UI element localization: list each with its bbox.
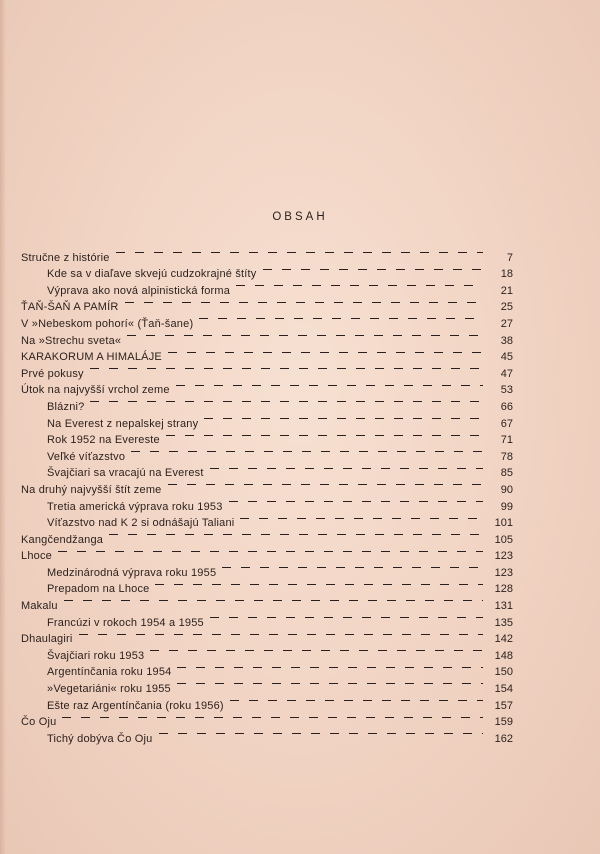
toc-entry-title: Argentínčania roku 1954 [47, 666, 172, 679]
dash-leader [155, 576, 483, 593]
toc-entry-page-number: 78 [500, 450, 513, 463]
toc-entry [21, 344, 513, 364]
toc-entry-page-number: 150 [494, 666, 513, 679]
toc-entry-title: V »Nebeskom pohorí« (Ťaň-šane) [21, 317, 194, 330]
toc-entry-title: Ešte raz Argentínčania (roku 1956) [47, 699, 224, 712]
toc-entry-page-number: 25 [500, 301, 513, 314]
dash-leader [131, 443, 483, 460]
toc-entry [21, 642, 513, 662]
toc-entry-title: »Vegetariáni« roku 1955 [47, 683, 171, 696]
dash-leader [64, 592, 483, 609]
dash-leader [210, 460, 483, 477]
toc-entry-page-number: 38 [500, 334, 513, 347]
dash-leader [159, 725, 484, 742]
toc-entry-page-number: 47 [500, 367, 513, 380]
toc-entry-title: Prepadom na Lhoce [47, 583, 150, 596]
toc-entry [21, 543, 513, 563]
toc-entry [21, 626, 513, 646]
dash-leader [230, 692, 483, 709]
page-edge-shadow [0, 0, 6, 854]
toc-entry-title: KARAKORUM A HIMALÁJE [21, 351, 162, 364]
toc-entry-page-number: 45 [500, 351, 513, 364]
dash-leader [177, 659, 483, 676]
toc-entry-title: Kangčendžanga [21, 533, 104, 546]
dash-leader [125, 294, 483, 311]
toc-entry-title: Tretia americká výprava roku 1953 [47, 500, 223, 513]
dash-leader [127, 327, 483, 344]
dash-leader [150, 642, 483, 659]
toc-entry-page-number: 71 [500, 434, 513, 447]
toc-entry-page-number: 157 [494, 699, 513, 712]
toc-entry [21, 476, 513, 496]
toc-entry [21, 709, 513, 729]
page-title: OBSAH [272, 211, 328, 223]
toc-entry-title: Víťazstvo nad K 2 si odnášajú Taliani [47, 517, 235, 530]
toc-entry [21, 692, 513, 712]
dash-leader [116, 244, 483, 261]
toc-entry-title: Tichý dobýva Čo Oju [47, 732, 153, 745]
dash-leader [176, 377, 483, 394]
toc-entry [21, 493, 513, 513]
toc-entry [21, 592, 513, 613]
toc-entry-title: ŤAŇ-ŠAŇ A PAMÍR [21, 301, 119, 314]
toc-entry-title: Na Everest z nepalskej strany [47, 417, 199, 430]
toc-entry-title: Makalu [21, 600, 58, 613]
toc-entry-page-number: 142 [494, 633, 513, 646]
toc-entry-page-number: 99 [500, 500, 513, 513]
toc-entry [21, 377, 513, 397]
toc-entry [21, 244, 513, 264]
toc-entry-page-number: 123 [494, 566, 513, 579]
toc-entry-page-number: 162 [494, 732, 513, 745]
toc-entry [21, 410, 513, 430]
toc-entry-page-number: 21 [500, 284, 513, 297]
toc-entry-title: Na »Strechu sveta« [21, 334, 122, 347]
toc-entry [21, 510, 513, 530]
toc-entry [21, 559, 513, 579]
toc-entry-page-number: 128 [494, 583, 513, 596]
toc-entry [21, 675, 513, 696]
toc-entry-page-number: 101 [494, 517, 513, 530]
toc-entry-title: Prvé pokusy [21, 367, 84, 380]
dash-leader [263, 261, 483, 278]
dash-leader [222, 559, 483, 576]
toc-entry [21, 460, 513, 480]
dash-leader [79, 626, 483, 643]
toc-entry-page-number: 18 [500, 268, 513, 281]
toc-entry-page-number: 123 [494, 550, 513, 563]
toc-entry-page-number: 105 [494, 533, 513, 546]
dash-leader [204, 410, 483, 427]
table-of-contents [21, 244, 513, 745]
dash-leader [168, 344, 483, 361]
toc-entry [21, 609, 513, 629]
toc-entry [21, 526, 513, 546]
toc-entry [21, 443, 513, 463]
dash-leader [90, 393, 483, 410]
toc-entry-page-number: 135 [494, 616, 513, 629]
dash-leader [166, 427, 483, 444]
toc-entry-page-number: 66 [500, 400, 513, 413]
toc-entry [21, 261, 513, 281]
toc-entry [21, 360, 513, 380]
toc-entry-title: Stručne z histórie [21, 251, 110, 264]
toc-entry-title: Dhaulagiri [21, 633, 73, 646]
dash-leader [229, 493, 483, 510]
toc-entry-page-number: 27 [500, 317, 513, 330]
dash-leader [177, 675, 483, 692]
toc-entry-title: Medzinárodná výprava roku 1955 [47, 566, 217, 579]
toc-entry-page-number: 148 [494, 649, 513, 662]
dash-leader [90, 360, 483, 377]
toc-entry-title: Francúzi v rokoch 1954 a 1955 [47, 616, 204, 629]
toc-entry [21, 427, 513, 447]
toc-entry [21, 310, 513, 330]
toc-entry-title: Kde sa v diaľave skvejú cudzokrajné štíty [47, 268, 257, 281]
dash-leader [236, 277, 483, 294]
toc-entry [21, 277, 513, 297]
toc-entry-title: Veľké víťazstvo [47, 450, 126, 463]
toc-entry-page-number: 7 [506, 251, 513, 264]
toc-entry [21, 725, 513, 745]
dash-leader [199, 310, 483, 327]
toc-entry-page-number: 159 [494, 716, 513, 729]
toc-entry-page-number: 131 [494, 600, 513, 613]
toc-entry [21, 294, 513, 314]
toc-entry [21, 327, 513, 347]
toc-entry-title: Rok 1952 na Evereste [47, 434, 160, 447]
dash-leader [240, 510, 483, 527]
toc-entry-title: Lhoce [21, 550, 52, 563]
toc-entry-title: Blázni? [47, 400, 85, 413]
toc-entry [21, 659, 513, 679]
toc-entry-page-number: 90 [500, 483, 513, 496]
dash-leader [210, 609, 483, 626]
toc-entry-page-number: 53 [500, 384, 513, 397]
dash-leader [58, 543, 483, 560]
toc-entry-title: Výprava ako nová alpinistická forma [47, 284, 231, 297]
toc-entry-page-number: 67 [500, 417, 513, 430]
toc-entry-page-number: 154 [494, 683, 513, 696]
toc-entry-title: Švajčiari sa vracajú na Everest [47, 467, 204, 480]
toc-entry-title: Čo Oju [21, 716, 57, 729]
toc-entry-title: Na druhý najvyšší štít zeme [21, 483, 162, 496]
dash-leader [168, 476, 483, 493]
toc-entry-title: Útok na najvyšší vrchol zeme [21, 384, 170, 397]
dash-leader [62, 709, 483, 726]
toc-entry-page-number: 85 [500, 467, 513, 480]
toc-entry [21, 576, 513, 596]
toc-entry-title: Švajčiari roku 1953 [47, 649, 145, 662]
toc-entry [21, 393, 513, 413]
dash-leader [109, 526, 483, 543]
